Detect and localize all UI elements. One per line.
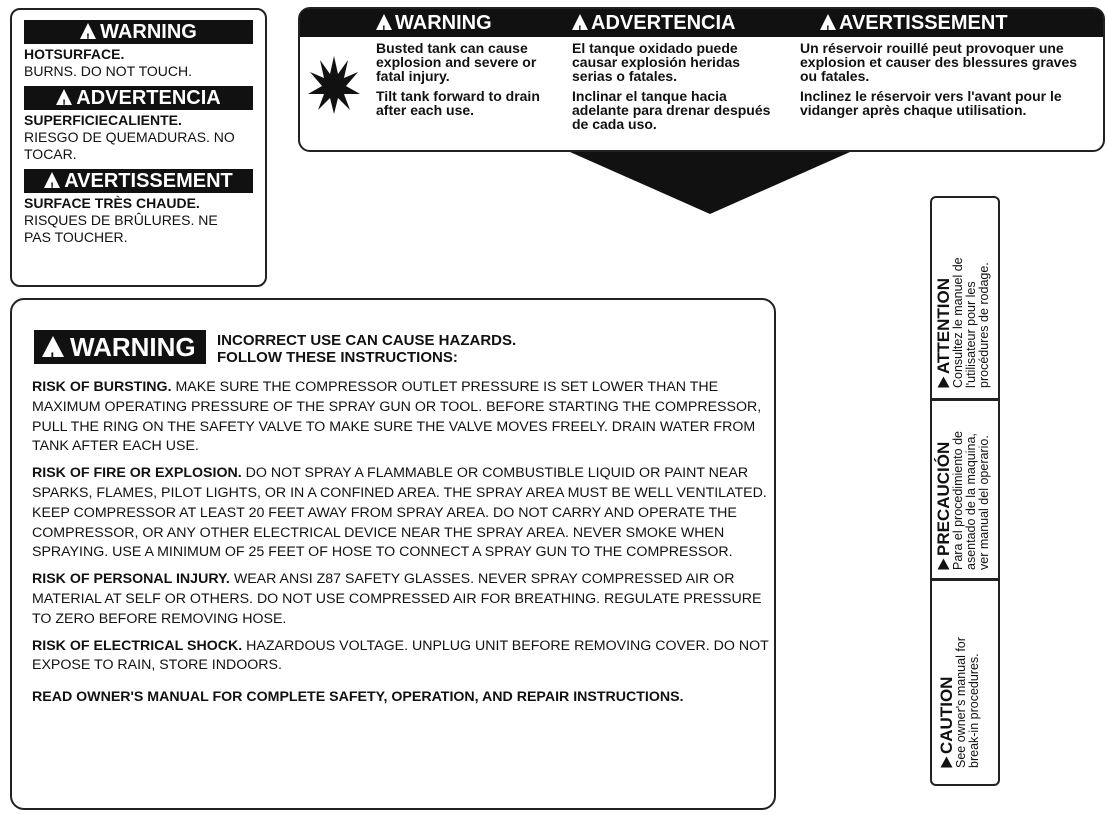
- subtitle-line: INCORRECT USE CAN CAUSE HAZARDS.: [217, 332, 517, 349]
- avertissement-header: [24, 169, 253, 193]
- tank-avertissement-header: [820, 10, 1008, 36]
- hot-warning-section: [24, 20, 253, 80]
- french-line: Inclinez le réservoir vers l'avant pour le vidanger après chaque utilisation.: [800, 88, 1062, 118]
- attention-line: l'utilisateur pour les: [964, 281, 978, 388]
- precaucion-text: [935, 431, 991, 570]
- risk-shock: [32, 637, 770, 677]
- attention-text: [935, 257, 991, 388]
- hazard-text: RIESGO DE QUEMADURAS. NO TOCAR.: [24, 129, 235, 162]
- risk-injury: [32, 570, 770, 629]
- risk-fire: [32, 464, 770, 563]
- subtitle-line: FOLLOW THESE INSTRUCTIONS:: [217, 349, 458, 366]
- header-text: WARNING: [100, 21, 197, 43]
- main-warning-header: [34, 330, 206, 364]
- precaucion-line: asentado de la maquina,: [964, 433, 978, 570]
- warning-triangle-icon: [56, 89, 72, 105]
- spanish-text: [572, 41, 780, 137]
- header-text: WARNING: [395, 12, 492, 34]
- break-in-label: [930, 196, 1000, 786]
- precaucion-line: Para el procedimiento de: [951, 431, 965, 570]
- attention-line: Consultez le manuel de: [951, 257, 965, 388]
- warning-triangle-icon: [572, 14, 588, 30]
- caution-title: [938, 637, 955, 768]
- hot-advertencia-section: [24, 86, 253, 163]
- risk-text: DO NOT SPRAY A FLAMMABLE OR COMBUSTIBLE LIQUID OR PAINT NEAR SPARKS, FLAMES, PILOT LIGHTS, OR IN A CONFINED AREA. THE SPRAY AREA MUST BE WELL VENTILATED. KEEP COMPRESSOR AT LEAST 20 FEET AWAY FROM SPRAY AREA. DO NOT CARRY AND OPERATE THE COMPRESSOR, OR ANY OTHER ELECTRICAL DEVICE NEAR THE SPRAY AREA. NEVER SMOKE WHEN SPRAYING. USE A MINIMUM OF 25 FEET OF HOSE TO CONNECT A SPRAY GUN TO THE COMPRESSOR.: [32, 465, 767, 561]
- hot-avertissement-section: [24, 169, 253, 246]
- english-text: [376, 41, 564, 123]
- tank-advertencia-header: [572, 10, 735, 36]
- main-warning-label: [10, 298, 776, 810]
- risk-title: RISK OF PERSONAL INJURY.: [32, 571, 230, 588]
- hazard-title: SURFACE TRÈS CHAUDE.: [24, 195, 200, 211]
- attention-title: [935, 257, 952, 388]
- risk-title: RISK OF BURSTING.: [32, 379, 172, 395]
- english-line: Busted tank can cause explosion and severe or fatal injury.: [376, 40, 537, 84]
- title-text: PRECAUCIÓN: [934, 441, 953, 556]
- warning-triangle-icon: [940, 757, 952, 768]
- risk-bursting: [32, 378, 770, 457]
- risk-text: WEAR ANSI Z87 SAFETY GLASSES. NEVER SPRAY COMPRESSED AIR OR MATERIAL AT SELF OR OTHERS. DO NOT USE COMPRESSED AIR FOR BREATHING. REGULATE PRESSURE TO ZERO BEFORE REMOVING HOSE.: [32, 571, 762, 627]
- read-manual-notice: READ OWNER'S MANUAL FOR COMPLETE SAFETY, OPERATION, AND REPAIR INSTRUCTIONS.: [32, 689, 684, 706]
- header-text: AVERTISSEMENT: [839, 12, 1008, 34]
- risk-title: RISK OF ELECTRICAL SHOCK.: [32, 637, 243, 654]
- risk-text: HAZARDOUS VOLTAGE. UNPLUG UNIT BEFORE REMOVING COVER. DO NOT EXPOSE TO RAIN, STORE INDOORS.: [32, 637, 769, 674]
- hot-surface-label: [10, 8, 267, 287]
- precaucion-title: [935, 431, 952, 570]
- spanish-line: El tanque oxidado puede causar explosión heridas serias o fatales.: [572, 40, 741, 84]
- header-subtitle: [217, 332, 516, 366]
- precaucion-line: ver manual del operario.: [977, 435, 991, 570]
- caution-line: break-in procedures.: [967, 653, 981, 768]
- tank-warning-header: [376, 10, 492, 36]
- warning-triangle-icon: [80, 23, 96, 39]
- hazard-text: BURNS. DO NOT TOUCH.: [24, 63, 193, 79]
- caution-segment: [932, 578, 998, 784]
- french-line: Un réservoir rouillé peut provoquer une explosion et causer des blessures graves ou fatales.: [800, 40, 1078, 84]
- header-text: ADVERTENCIA: [76, 87, 221, 109]
- warning-triangle-icon: [937, 559, 949, 570]
- hazard-title: HOTSURFACE.: [24, 46, 125, 62]
- spanish-line: Inclinar el tanque hacia adelante para drenar después de cada uso.: [572, 88, 771, 132]
- caution-text: [938, 637, 981, 768]
- advertencia-header: [24, 86, 253, 110]
- caution-line: See owner's manual for: [954, 637, 968, 768]
- header-text: AVERTISSEMENT: [64, 170, 233, 192]
- header-text: ADVERTENCIA: [591, 12, 736, 34]
- warning-triangle-icon: [42, 336, 64, 357]
- risk-title: RISK OF FIRE OR EXPLOSION.: [32, 465, 242, 482]
- warning-triangle-icon: [820, 14, 836, 30]
- title-text: CAUTION: [937, 676, 956, 754]
- hazard-text: RISQUES DE BRÛLURES. NE PAS TOUCHER.: [24, 212, 218, 245]
- french-text: [800, 41, 1096, 123]
- attention-segment: [932, 198, 998, 401]
- warning-triangle-icon: [44, 172, 60, 188]
- header-text: WARNING: [70, 332, 196, 362]
- title-text: ATTENTION: [934, 277, 953, 374]
- attention-line: procédures de rodage.: [977, 262, 991, 388]
- instructions: [32, 378, 770, 715]
- warning-triangle-icon: [937, 377, 949, 388]
- hazard-title: SUPERFICIECALIENTE.: [24, 112, 182, 128]
- precaucion-segment: [932, 398, 998, 581]
- down-arrow-icon: [570, 152, 850, 220]
- warning-header: [24, 20, 253, 44]
- warning-triangle-icon: [376, 14, 392, 30]
- english-line: Tilt tank forward to drain after each use.: [376, 88, 540, 118]
- risk-text: MAKE SURE THE COMPRESSOR OUTLET PRESSURE IS SET LOWER THAN THE MAXIMUM OPERATING PRESSURE OF THE SPRAY GUN OR TOOL. BEFORE STARTING THE COMPRESSOR, PULL THE RING ON THE SAFETY VALVE TO MAKE SURE THE VALVE MOVES FREELY. DRAIN WATER FROM TANK AFTER EACH USE.: [32, 379, 762, 455]
- explosion-icon: [308, 54, 360, 114]
- tank-warning-label: [298, 7, 1105, 152]
